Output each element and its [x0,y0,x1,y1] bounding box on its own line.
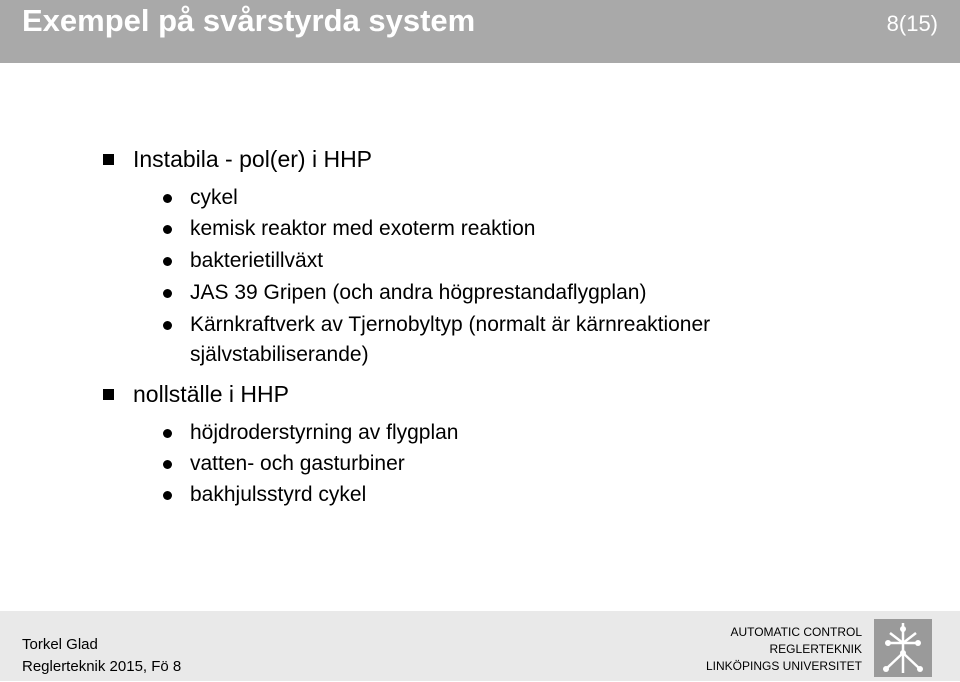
slide-footer [0,611,960,681]
list-item-continuation: självstabiliserande) [190,343,369,366]
list-item-text: kemisk reaktor med exoterm reaktion [190,217,536,240]
slide-title: Exempel på svårstyrda system [22,3,476,38]
org-line-automatic-control: AUTOMATIC CONTROL [730,625,862,639]
round-bullet-icon [163,257,172,266]
round-bullet-icon [163,429,172,438]
list-item-text: cykel [190,186,238,209]
round-bullet-icon [163,460,172,469]
author-name: Torkel Glad [22,636,98,653]
round-bullet-icon [163,321,172,330]
section-heading-text: Instabila - pol(er) i HHP [133,146,373,172]
round-bullet-icon [163,491,172,500]
list-item-text: höjdroderstyrning av flygplan [190,421,459,444]
list-item-text: JAS 39 Gripen (och andra högprestandaflygplan) [190,281,647,304]
org-line-university: LINKÖPINGS UNIVERSITET [705,659,862,673]
liu-logo-icon [874,619,932,677]
round-bullet-icon [163,289,172,298]
list-item-text: bakhjulsstyrd cykel [190,483,367,506]
square-bullet-icon [103,154,114,165]
slide-header [0,0,960,63]
list-item-text: vatten- och gasturbiner [190,452,405,475]
round-bullet-icon [163,194,172,203]
course-info: Reglerteknik 2015, Fö 8 [22,658,182,675]
organization-block [706,624,862,675]
list-item-text: Kärnkraftverk av Tjernobyltyp (normalt är kärnreaktioner [190,313,711,336]
square-bullet-icon [103,389,114,400]
liu-logo-graphic [874,619,932,677]
org-line-reglerteknik: REGLERTEKNIK [769,642,862,656]
list-item-text: bakterietillväxt [190,249,324,272]
round-bullet-icon [163,225,172,234]
page-number: 8(15) [886,11,938,36]
section-heading-text: nollställe i HHP [133,381,289,407]
